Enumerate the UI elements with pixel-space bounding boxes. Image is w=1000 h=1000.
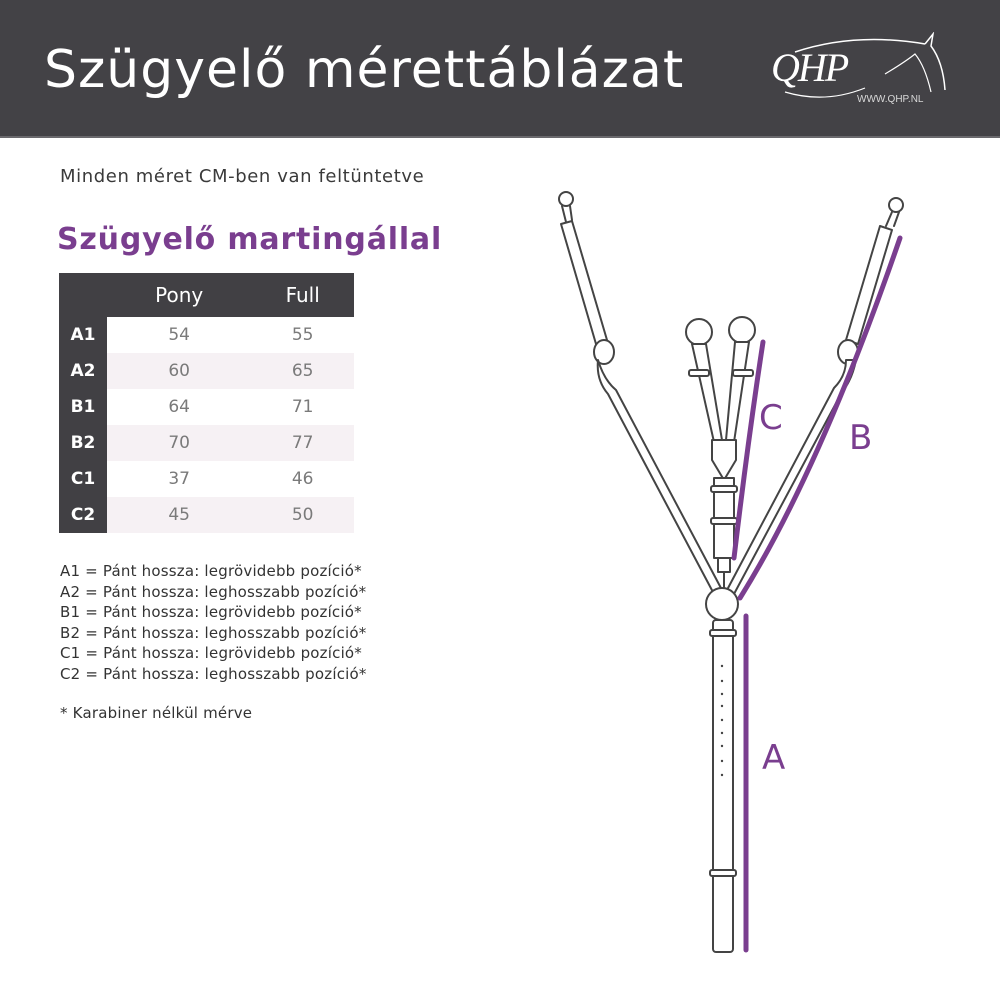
size-table bbox=[59, 273, 354, 533]
martingale-illustration bbox=[540, 180, 980, 970]
full-value: 65 bbox=[251, 353, 354, 389]
legend-item: C2 = Pánt hossza: leghosszabb pozíció* bbox=[60, 664, 367, 683]
qhp-logo bbox=[765, 32, 955, 112]
footnote: * Karabiner nélkül mérve bbox=[60, 704, 253, 722]
full-value: 46 bbox=[291, 469, 314, 489]
page-title: Szügyelő mérettáblázat bbox=[44, 40, 685, 100]
row-label: A1 bbox=[59, 317, 107, 353]
row-label: C1 bbox=[59, 461, 107, 497]
legend-item: A1 = Pánt hossza: legrövidebb pozíció* bbox=[60, 562, 362, 580]
legend-item: C1 = Pánt hossza: legrövidebb pozíció* bbox=[60, 644, 363, 662]
header-banner bbox=[0, 0, 1000, 138]
table-row bbox=[59, 425, 354, 461]
row-label: C2 bbox=[59, 497, 107, 533]
row-label: B1 bbox=[59, 389, 107, 425]
pony-value: 54 bbox=[168, 325, 190, 345]
column-header-pony: Pony bbox=[107, 273, 251, 317]
full-value: 50 bbox=[251, 497, 354, 533]
table-row bbox=[59, 353, 354, 389]
legend-item: B2 = Pánt hossza: leghosszabb pozíció* bbox=[60, 623, 367, 642]
pony-value: 45 bbox=[107, 497, 251, 533]
row-label: A2 bbox=[59, 353, 107, 389]
pony-value: 64 bbox=[168, 397, 190, 417]
logo-brand: QHP bbox=[771, 45, 848, 90]
pony-value: 60 bbox=[107, 353, 251, 389]
table-row bbox=[59, 497, 354, 533]
label-b: B bbox=[849, 418, 873, 458]
table-row bbox=[59, 317, 354, 353]
row-label: B2 bbox=[59, 425, 107, 461]
pony-value: 37 bbox=[168, 469, 190, 489]
table-row bbox=[59, 461, 354, 497]
table-corner bbox=[59, 273, 107, 317]
table-header-row bbox=[59, 273, 354, 317]
legend-item: B1 = Pánt hossza: legrövidebb pozíció* bbox=[60, 603, 362, 621]
pony-value: 70 bbox=[107, 425, 251, 461]
legend-item: A2 = Pánt hossza: leghosszabb pozíció* bbox=[60, 582, 367, 601]
units-note: Minden méret CM-ben van feltüntetve bbox=[60, 166, 425, 187]
logo-url: WWW.QHP.NL bbox=[857, 94, 924, 105]
martingale-diagram bbox=[540, 180, 980, 970]
full-value: 77 bbox=[251, 425, 354, 461]
column-header-full: Full bbox=[251, 273, 354, 317]
table-row bbox=[59, 389, 354, 425]
full-value: 71 bbox=[291, 397, 314, 417]
label-a: A bbox=[762, 738, 786, 778]
measurement-legend bbox=[60, 561, 367, 684]
measurement-lines bbox=[734, 238, 900, 950]
section-title: Szügyelő martingállal bbox=[57, 222, 443, 257]
label-c: C bbox=[759, 398, 783, 438]
full-value: 55 bbox=[291, 325, 314, 345]
